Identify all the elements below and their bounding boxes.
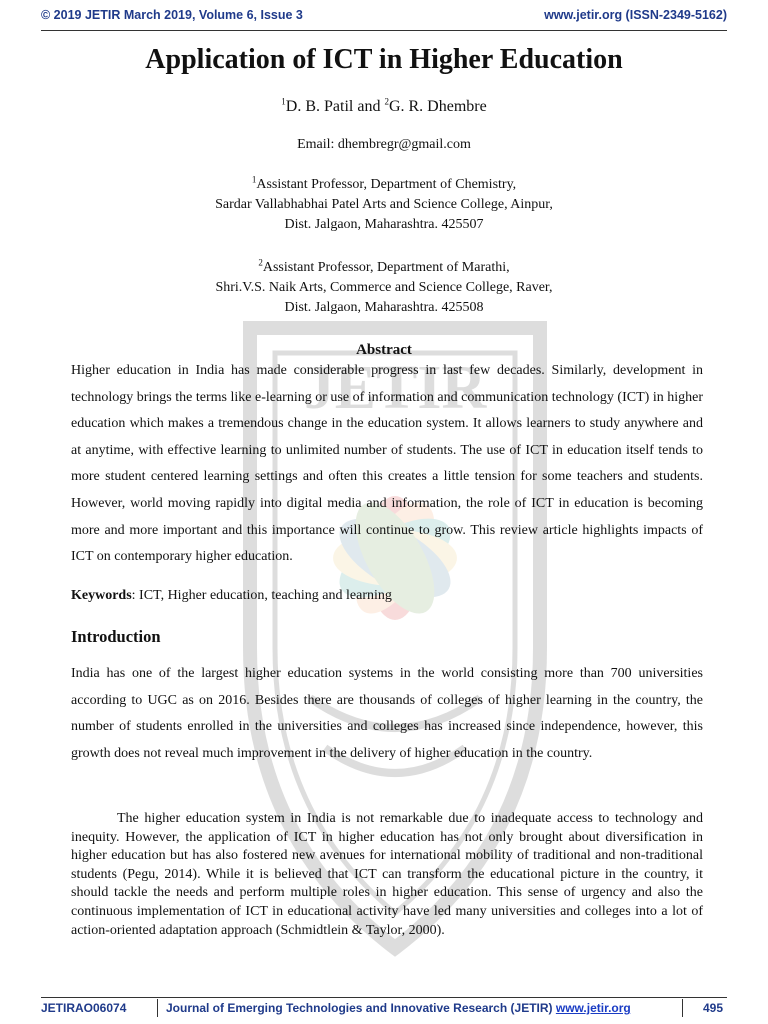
affiliation-1 [0,175,768,235]
affiliation-1-superscript: 1 [251,174,257,185]
keywords-text: : ICT, Higher education, teaching and learning [131,588,392,603]
affiliation-1-line2: Sardar Vallabhabhai Patel Arts and Science College, Ainpur, [215,197,553,212]
author-line [0,97,768,117]
header-journal-info: © 2019 JETIR March 2019, Volume 6, Issue 3 [41,8,303,22]
author2-name: G. R. Dhembre [388,98,487,115]
introduction-paragraph-2: The higher education system in India is not remarkable due to inadequate access to technology and inequity. However, the application of ICT in higher education has not only brought about diversification in higher education but has also fostered new avenues for international mobility of traditional and non-traditional students (Pegu, 2014). While it is believed that ICT can transform the educational picture in the country, it should tackle the needs and perform multiple roles in higher education. This sense of urgency and also the continuous implementation of ICT in educational activity have led many universities and colleges into a lot of action-oriented adaptation approach (Schmidtlein & Taylor, 2000). [71,811,703,938]
page-footer [41,1001,727,1017]
footer-divider [41,997,727,998]
affiliation-2-line2: Shri.V.S. Naik Arts, Commerce and Science College, Raver, [215,280,553,295]
footer-journal-name: Journal of Emerging Technologies and Innovative Research (JETIR) [166,1001,556,1015]
introduction-paragraph-1: India has one of the largest higher education systems in the world consisting more than 700 universities according to UGC as on 2016. Besides there are thousands of colleges of higher learning in the country, the number of students enrolled in the universities and colleges has increased since independence, however, this growth does not reveal much improvement in the delivery of higher education in the country. [71,666,703,761]
author-email: Email: dhembregr@gmail.com [297,137,471,152]
affiliation-1-line1: Assistant Professor, Department of Chemistry, [256,177,517,192]
footer-page-number: 495 [702,1001,723,1015]
keywords-line [71,585,703,607]
paper-title: Application of ICT in Higher Education [145,44,623,75]
watermark-text: JETIR [303,354,487,422]
footer-separator [682,999,683,1017]
author1-superscript: 1 [281,96,286,107]
affiliation-2-superscript: 2 [258,257,263,268]
abstract-body: Higher education in India has made considerable progress in last few decades. Similarly, development in technology brings the terms like e-learning or use of information and communication technology (ICT) in higher education which makes a tremendous change in the education system. It allows learners to study anywhere and at anytime, with effective learning to unlimited number of students. The use of ICT in education itself tends to more student centered learning settings and often this creates a little tension for some teachers and students. However, world moving rapidly into digital media and information, the role of ICT in education is becoming more and more important and this importance will continue to grow. This review article highlights impacts of ICT on contemporary higher education. [71,363,703,565]
footer-separator [157,999,158,1017]
introduction-heading: Introduction [71,627,161,646]
author2-superscript: 2 [384,96,389,107]
affiliation-2 [0,258,768,318]
affiliation-2-line3: Dist. Jalgaon, Maharashtra. 425508 [284,300,484,315]
abstract-heading: Abstract [356,342,412,358]
header-divider [41,30,727,31]
keywords-label: Keywords [71,588,132,603]
footer-journal [166,1001,631,1015]
footer-article-id: JETIRAO06074 [41,1001,127,1015]
footer-website-link[interactable]: www.jetir.org [555,1001,631,1015]
affiliation-2-line1: Assistant Professor, Department of Marathi, [262,260,510,275]
author1-name: D. B. Patil and [285,98,385,115]
affiliation-1-line3: Dist. Jalgaon, Maharashtra. 425507 [284,217,484,232]
header-website-issn: www.jetir.org (ISSN-2349-5162) [544,8,727,22]
